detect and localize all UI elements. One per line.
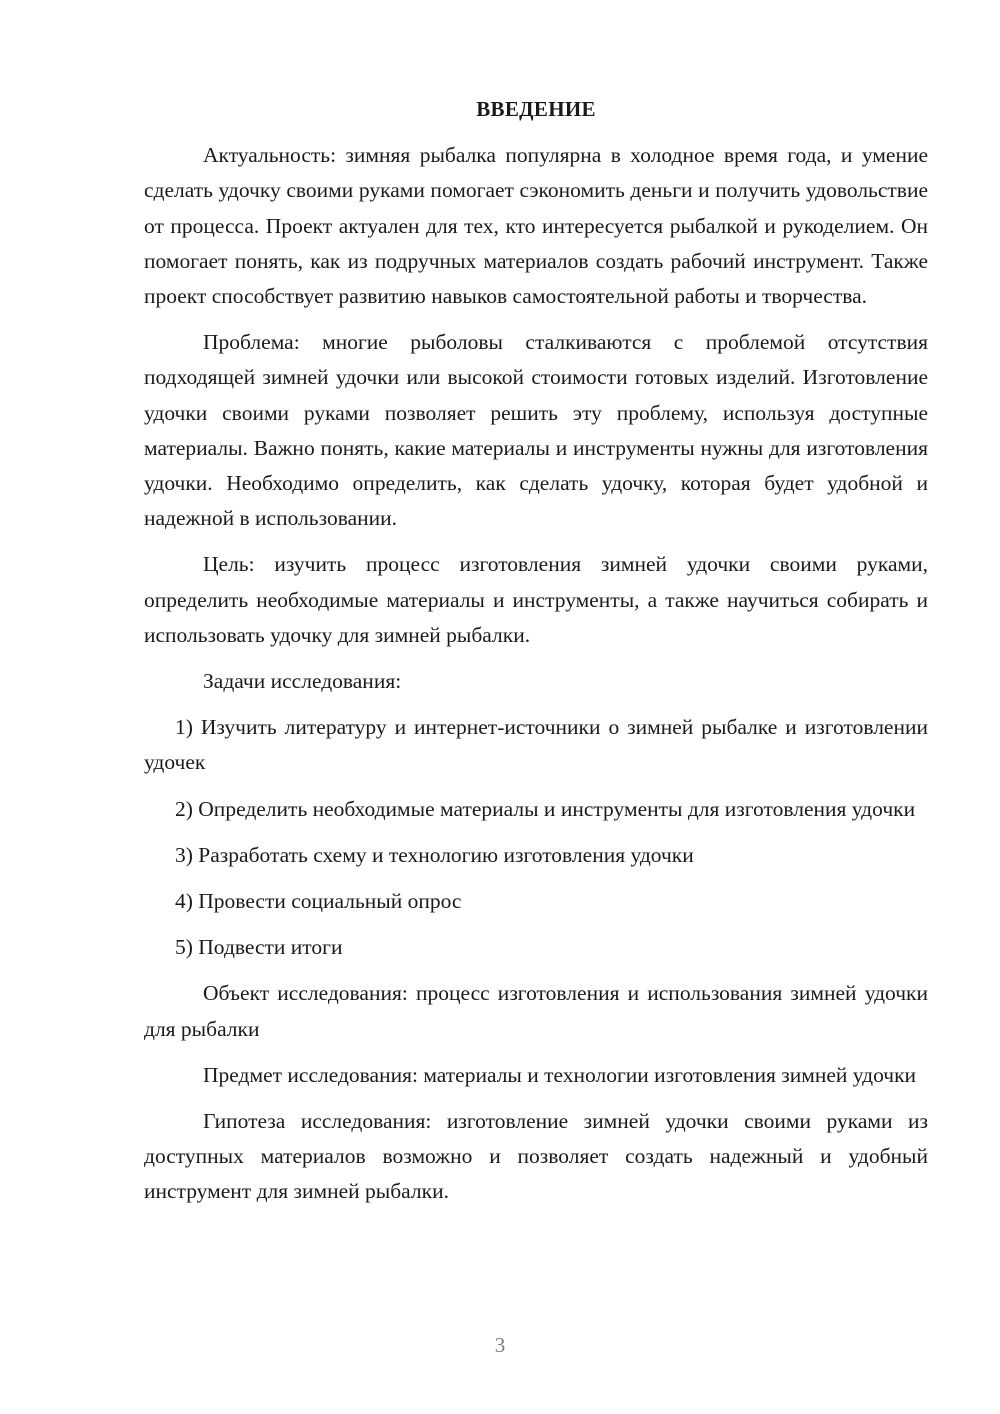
subject-paragraph: Предмет исследования: материалы и технологии изготовления зимней удочки: [203, 1062, 917, 1087]
task-item-5: 5) Подвести итоги: [175, 935, 343, 960]
goal-paragraph: Цель: изучить процесс изготовления зимней удочки своими руками, определить необходимые материалы и инструменты, а также научиться собирать и использовать удочку для зимней рыбалки.: [144, 552, 928, 647]
object-paragraph: Объект исследования: процесс изготовления и использования зимней удочки для рыбалки: [144, 981, 928, 1041]
section-title: ВВЕДЕНИЕ: [476, 97, 596, 121]
tasks-heading: Задачи исследования:: [203, 669, 402, 694]
task-item-1: 1) Изучить литературу и интернет-источники о зимней рыбалке и изготовлении удочек: [144, 715, 928, 775]
relevance-paragraph: Актуальность: зимняя рыбалка популярна в холодное время года, и умение сделать удочку своими руками помогает сэкономить деньги и получить удовольствие от процесса. Проект актуален для тех, кто интересуется рыбалкой и рукоделием. Он помогает понять, как из подручных материалов создать рабочий инструмент. Также проект способствует развитию навыков самостоятельной работы и творчества.: [144, 143, 928, 309]
document-page: [144, 92, 928, 1210]
task-item-3: 3) Разработать схему и технологию изготовления удочки: [175, 842, 694, 867]
task-item-2: 2) Определить необходимые материалы и инструменты для изготовления удочки: [175, 796, 916, 821]
hypothesis-paragraph: Гипотеза исследования: изготовление зимней удочки своими руками из доступных материалов возможно и позволяет создать надежный и удобный инструмент для зимней рыбалки.: [144, 1109, 928, 1204]
task-item-4: 4) Провести социальный опрос: [175, 889, 462, 914]
problem-paragraph: Проблема: многие рыболовы сталкиваются с проблемой отсутствия подходящей зимней удочки или высокой стоимости готовых изделий. Изготовление удочки своими руками позволяет решить эту проблему, используя доступные материалы. Важно понять, какие материалы и инструменты нужны для изготовления удочки. Необходимо определить, как сделать удочку, которая будет удобной и надежной в использовании.: [144, 330, 928, 531]
page-number: 3: [494, 1333, 506, 1357]
